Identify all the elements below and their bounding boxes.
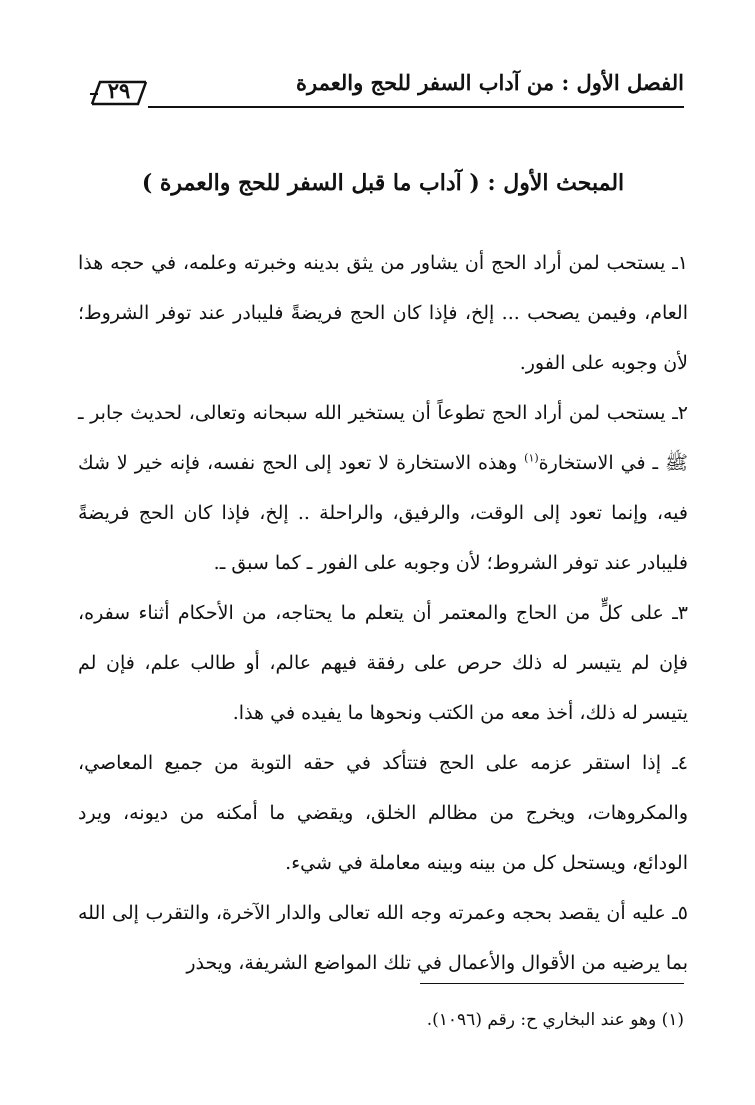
paragraph-3: ٣ـ على كلٍّ من الحاج والمعتمر أن يتعلم ما يحتاجه، من الأحكام أثناء سفره، فإن لم يتيسر له ذلك حرص على رفقة فيهم عالم، أو طالب علم، فإن لم يتيسر له ذلك، أخذ معه من الكتب ونحوها ما يفيده في هذا. (78, 602, 688, 724)
footnote-reference[interactable]: (١) (524, 451, 539, 465)
paragraph-4: ٤ـ إذا استقر عزمه على الحج فتتأكد في حقه التوبة من جميع المعاصي، والمكروهات، ويخرج من مظالم الخلق، ويقضي ما أمكنه من ديونه، ويرد الودائع، ويستحل كل من بينه وبينه معاملة في شيء. (78, 752, 688, 874)
paragraph-5: ٥ـ عليه أن يقصد بحجه وعمرته وجه الله تعالى والدار الآخرة، والتقرب إلى الله بما يرضيه من الأقوال والأعمال في تلك المواضع الشريفة، ويحذر (78, 902, 688, 974)
paragraph-2-part-1: ٢ـ يستحب لمن أراد الحج تطوعاً أن يستخير الله سبحانه وتعالى، لحديث جابر ـ ﷺ ـ في الاستخارة (78, 402, 688, 474)
paragraph-2 (78, 388, 688, 588)
header-rule (148, 106, 684, 108)
running-header (82, 68, 684, 116)
paragraph-1: ١ـ يستحب لمن أراد الحج أن يشاور من يثق بدينه وخبرته وعلمه، في حجه هذا العام، وفيمن يصحب ... إلخ، فإذا كان الحج فريضةً فليبادر عند توفر الشروط؛ لأن وجوبه على الفور. (78, 252, 688, 374)
paragraph-2-part-2: وهذه الاستخارة لا تعود إلى الحج نفسه، فإنه خير لا شك فيه، وإنما تعود إلى الوقت، والرفيق، والراحلة .. إلخ، فإذا كان الحج فريضةً فليبادر عند توفر الشروط؛ لأن وجوبه على الفور ـ كما سبق ـ. (78, 452, 688, 574)
body-text (78, 238, 688, 988)
footnote-separator (420, 983, 684, 984)
running-header-title: الفصل الأول : من آداب السفر للحج والعمرة (295, 70, 684, 95)
section-title: المبحث الأول : ( آداب ما قبل السفر للحج والعمرة ) (141, 170, 625, 196)
page-number: ٢٩ (107, 78, 131, 103)
footnote-text: (١) وهو عند البخاري ح: رقم (١٠٩٦). (426, 1010, 684, 1030)
page-number-badge (88, 76, 150, 108)
